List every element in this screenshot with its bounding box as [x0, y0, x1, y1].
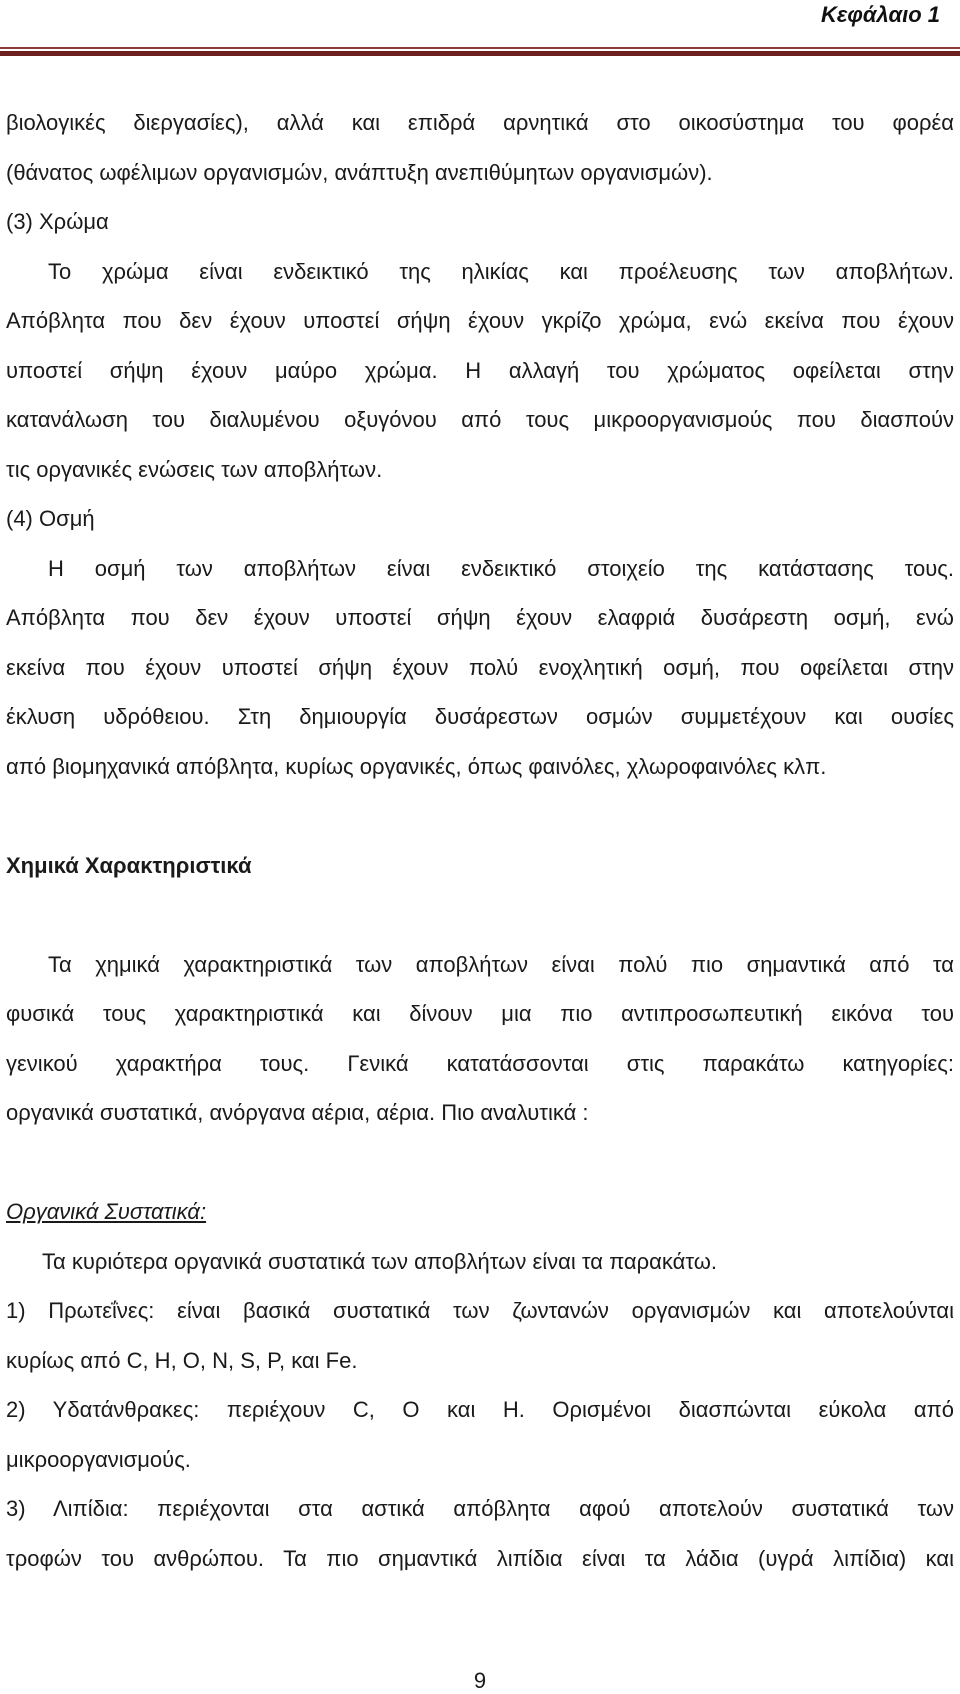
spacer [6, 791, 954, 841]
text-line: έκλυση υδρόθειου. Στη δημιουργία δυσάρεστων οσμών συμμετέχουν και ουσίες [6, 704, 954, 729]
text-line: Τα κυριότερα οργανικά συστατικά των αποβλήτων είναι τα παρακάτω. [42, 1248, 718, 1274]
text-line: κατανάλωση του διαλυμένου οξυγόνου από τους μικροοργανισμούς που διασπούν [6, 407, 954, 432]
text-line: (θάνατος ωφέλιμων οργανισμών, ανάπτυξη ανεπιθύμητων οργανισμών). [6, 159, 713, 185]
page-number: 9 [473, 1668, 487, 1693]
spacer [6, 1138, 954, 1188]
text-line: βιολογικές διεργασίες), αλλά και επιδρά αρνητικά στο οικοσύστημα του φορέα [6, 110, 954, 135]
text-line: υποστεί σήψη έχουν μαύρο χρώμα. Η αλλαγή του χρώματος οφείλεται στην [6, 357, 954, 383]
text-line: τις οργανικές ενώσεις των αποβλήτων. [6, 456, 383, 482]
text-line: Απόβλητα που δεν έχουν υποστεί σήψη έχουν ελαφριά δυσάρεστη οσμή, ενώ [6, 605, 954, 630]
text-line: Απόβλητα που δεν έχουν υποστεί σήψη έχουν γκρίζο χρώμα, ενώ εκείνα που έχουν [6, 308, 954, 333]
header-rule-thick [0, 51, 960, 56]
text-line: μικροοργανισμούς. [6, 1446, 191, 1472]
section-heading-chemical: Χημικά Χαρακτηριστικά [6, 852, 252, 878]
text-line: Η οσμή των αποβλήτων είναι ενδεικτικό στοιχείο της κατάστασης τους. [48, 555, 954, 581]
page-body [6, 98, 954, 1583]
text-line: γενικού χαρακτήρα τους. Γενικά κατατάσσονται στις παρακάτω κατηγορίες: [6, 1050, 954, 1076]
header-rule-thin [0, 47, 960, 49]
text-line: από βιομηχανικά απόβλητα, κυρίως οργανικές, όπως φαινόλες, χλωροφαινόλες κλπ. [6, 753, 827, 779]
page-header [0, 0, 960, 58]
color-section [6, 197, 954, 494]
list-item: 2) Υδατάνθρακες: περιέχουν C, O και H. Ορισμένοι διασπώνται εύκολα από [6, 1397, 954, 1422]
text-line: οργανικά συστατικά, ανόργανα αέρια, αέρια. Πιο αναλυτικά : [6, 1100, 589, 1125]
section-title-color: (3) Χρώμα [6, 209, 109, 234]
list-item: 1) Πρωτεΐνες: είναι βασικά συστατικά των ζωντανών οργανισμών και αποτελούνται [6, 1298, 954, 1323]
subheading-organic: Οργανικά Συστατικά: [6, 1199, 207, 1224]
spacer [6, 890, 954, 940]
organic-section [6, 1187, 954, 1583]
text-line: Τα χημικά χαρακτηριστικά των αποβλήτων είναι πολύ πιο σημαντικά από τα [48, 951, 954, 977]
text-line: εκείνα που έχουν υποστεί σήψη έχουν πολύ ενοχλητική οσμή, που οφείλεται στην [6, 654, 954, 680]
text-line: κυρίως από C, H, O, N, S, P, και Fe. [6, 1347, 358, 1373]
section-title-odor: (4) Οσμή [6, 506, 95, 531]
chemical-section [6, 841, 954, 1138]
chapter-title: Κεφάλαιο 1 [820, 2, 940, 27]
list-item: 3) Λιπίδια: περιέχονται στα αστικά απόβλητα αφού αποτελούν συστατικά των [6, 1496, 954, 1521]
paragraph-continuation [6, 98, 954, 197]
text-line: φυσικά τους χαρακτηριστικά και δίνουν μια πιο αντιπροσωπευτική εικόνα του [6, 1001, 954, 1026]
odor-section [6, 494, 954, 791]
text-line: Το χρώμα είναι ενδεικτικό της ηλικίας και προέλευσης των αποβλήτων. [48, 258, 954, 284]
text-line: τροφών του ανθρώπου. Τα πιο σημαντικά λιπίδια είναι τα λάδια (υγρά λιπίδια) και [6, 1545, 954, 1571]
